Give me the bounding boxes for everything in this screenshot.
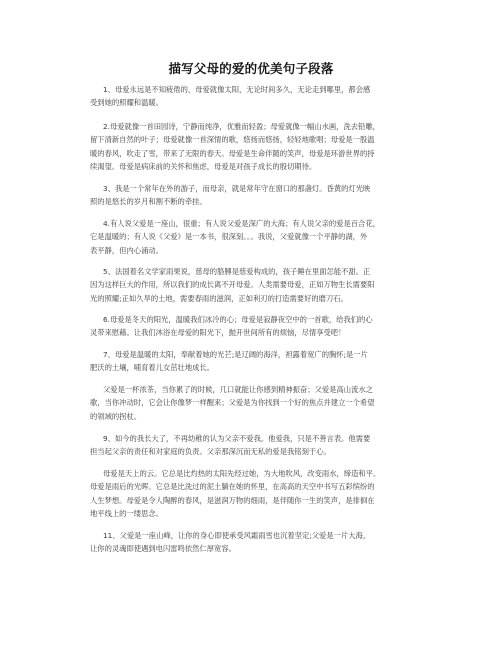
text-line: 的领域的拐杖。 [90,411,142,421]
text-line: 灵带来慰藉。让我们沐浴在母爱的阳光下，抛开世间所有的烦恼，尽情享受吧！ [90,328,346,338]
paragraph-7 [90,348,420,375]
text-line: 人生梦想。母爱是令人陶醉的春风，是滋润万物的细雨，是伴随你一生的笑声，是徘徊在 [90,495,375,505]
text-line: 6.母爱是冬天的阳光，温暖我们冰冷的心；母爱是寂静夜空中的一首歌，给我们的心 [103,315,373,324]
text-line: 留下清新自然的叶子；母爱就像一首深情的歌，悠扬而悠扬，轻轻地歌唱；母爱是一股温 [90,135,375,145]
text-line: 歌，当你冲动时，它会让你像梦一样醒来；父爱是为你找到一个好的焦点并建立一个希望 [90,398,375,408]
text-line: 受到她的照耀和温暖。 [90,98,163,108]
text-line: 4.有人说父爱是一座山，很重；有人说父爱是深广的大海；有人说父亲的爱是百合花， [103,219,380,228]
text-line: 9、如今的我长大了，不再幼稚的认为父亲不爱我。他爱我，只是不善言表。他需要 [103,434,371,443]
paragraph-1 [90,83,420,110]
document-title: 描写父母的爱的优美句子段落 [168,61,334,76]
text-line: 母爱是雨后的光晖。它总是比洗过的泥土躺在她的怀里，在高高的天空中书写五彩缤纷的 [90,482,375,492]
paragraph-8 [90,383,420,423]
text-line: 地平线上的一缕思念。 [90,508,163,518]
text-line: 暖的春风，吹走了雪，带来了无限的春天。母爱是生命伴随的笑声，母爱是环游世界的持 [90,148,375,158]
text-line: 11、父爱是一座山峰，让你的身心即使承受风霜雨雪也沉着坚定;父爱是一片大海， [103,531,371,540]
paragraph-11 [90,529,420,556]
text-line: 让你的灵魂即使遇到电闪雷鸣依然仁厚宽容。 [90,544,236,554]
paragraph-4 [90,217,420,257]
text-line: 7、母爱是温暖的太阳，奉献着她的光芒;是辽阔的海洋，袒露着宽广的胸怀;是一片 [103,350,368,359]
paragraph-5 [90,265,420,305]
text-line: 光的照耀;正如久旱的土地，需要春雨的滋润，正如利刃的打造需要好的磨刀石。 [90,293,348,303]
paragraph-6 [90,313,420,340]
text-line: 它是温暖的；有人说《父爱》是一本书，很深刻。。。我说，父爱就像一个平静的湖，外 [90,232,368,242]
text-line: 父爱是一杯浓茶，当你累了的时候，几口就能让你感到精神振奋；父爱是高山流水之 [103,385,373,394]
paragraph-3 [90,182,420,209]
text-line: 母爱是天上的云。它总是比灼热的太阳先经过她，为大地吹风，改变雨水，缔造和平。 [103,469,381,478]
text-line: 表平静，但内心涌动。 [90,245,163,255]
text-line: 照的是悠长的岁月和割不断的牵挂。 [90,197,207,207]
paragraph-2 [90,120,420,173]
text-line: 续渴望。母爱是病床前的关怀和焦虑，母爱是对孩子成长的殷切期待。 [90,161,317,171]
paragraph-9 [90,432,420,459]
text-line: 因为这样巨大的作用，所以我们的成长离不开母爱。人类需要母爱，正如万物生长需要阳 [90,280,375,290]
text-line: 担当起父亲的责任和对家庭的负责。父亲那深沉而无私的爱是我铭刻于心。 [90,447,331,457]
paragraph-10 [90,467,420,520]
text-line: 3、我是一个常年在外的游子，而母亲，就是常年守在窗口的那盏灯。昏黄的灯光映 [103,184,371,193]
text-line: 1、母爱永远是不知疲倦的，母爱就像太阳，无论时间多久，无论走到哪里，都会感 [103,85,371,94]
text-line: 5、法国着名文学家雨果说，慈母的胳膊是慈爱构成的，孩子睡在里面怎能不甜。正 [103,267,371,276]
text-line: 肥沃的土壤，哺育着儿女茁壮地成长。 [90,363,215,373]
text-line: 2.母爱就像一首田园诗，宁静而纯净，优雅而轻盈；母爱就像一幅山水画，洗去铅雕， [103,122,380,131]
